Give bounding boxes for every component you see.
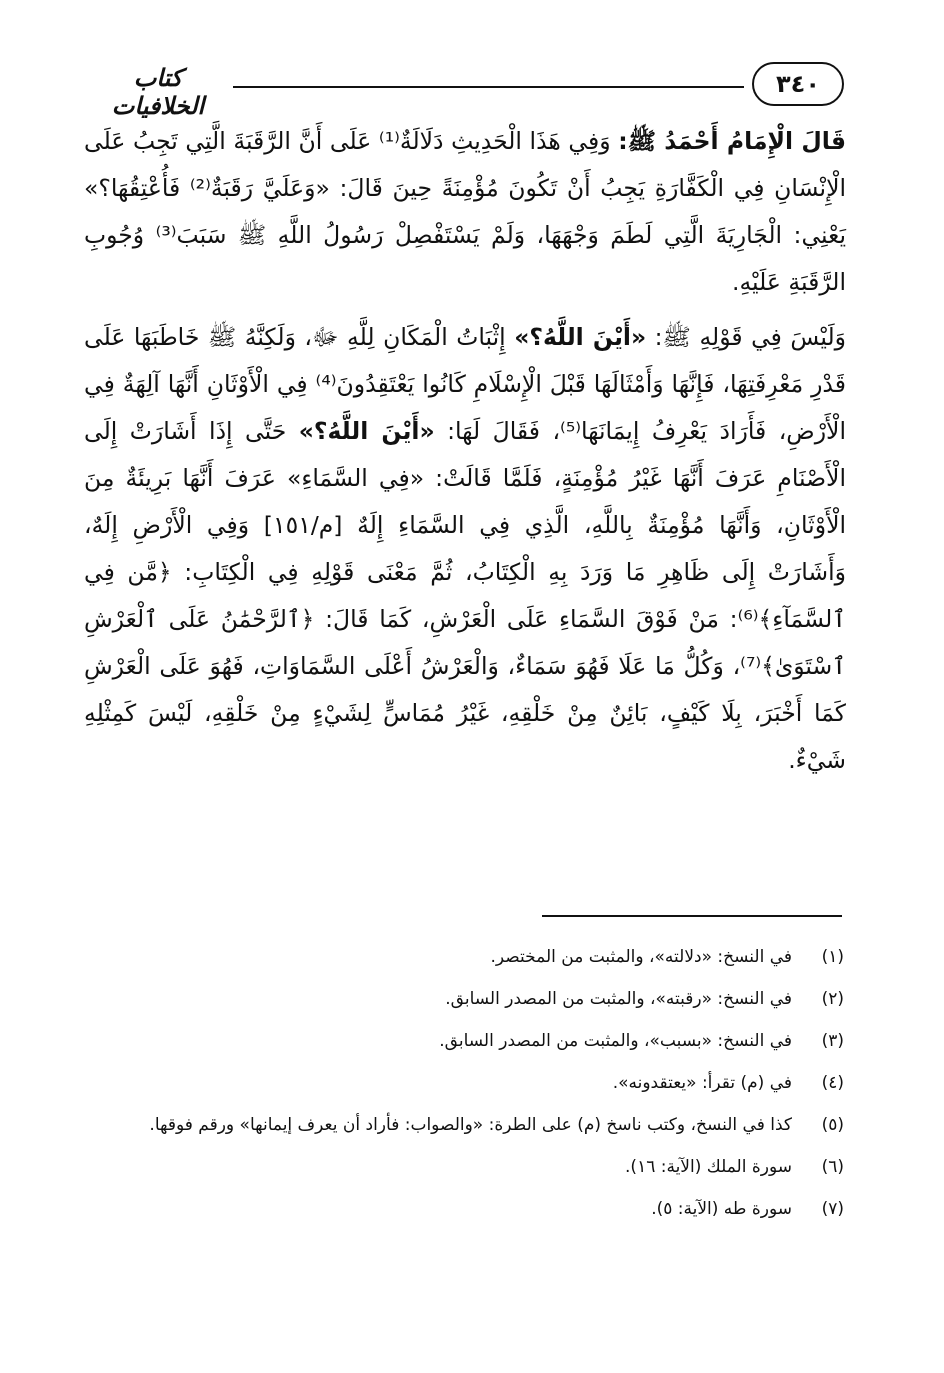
author-attribution: قَالَ الْإِمَامُ أَحْمَدُ ﷺ:: [618, 127, 846, 155]
footnote-number: (٤): [821, 1073, 844, 1093]
footnote: [96, 1064, 844, 1102]
footnote-separator: [542, 915, 842, 917]
paragraph-2: [84, 314, 846, 784]
footnote-text: في النسخ: «بسبب»، والمثبت من المصدر السابق.: [439, 1031, 792, 1051]
footnote: [96, 938, 844, 976]
footnote-number: (٥): [821, 1115, 844, 1135]
page-header: [88, 62, 844, 120]
footnote-number: (٦): [821, 1157, 844, 1177]
paragraph-2-start: وَلَيْسَ فِي قَوْلِهِ ﷺ:: [654, 323, 846, 351]
paragraph-1-text: وَفِي هَذَا الْحَدِيثِ دَلَالَةٌ⁽¹⁾ عَلَى أَنَّ الرَّقَبَةَ الَّتِي تَجِبُ عَلَى الْإِنْسَانِ فِي الْكَفَّارَةِ يَجِبُ أَنْ تَكُونَ مُؤْمِنَةً حِينَ قَالَ: «وَعَلَيَّ رَقَبَةٌ⁽²⁾ فَأُعْتِقُهَا؟» يَعْنِي: الْجَارِيَةَ الَّتِي لَطَمَ وَجْهَهَا، وَلَمْ يَسْتَفْصِلْ رَسُولُ اللَّهِ ﷺ سَبَبَ⁽³⁾ وُجُوبِ الرَّقَبَةِ عَلَيْهِ.: [84, 127, 847, 296]
footnote-text: سورة الملك (الآية: ١٦).: [625, 1157, 792, 1177]
footnote-number: (٢): [821, 989, 844, 1009]
paragraph-1: [84, 118, 846, 306]
footnote-text: في النسخ: «رقبته»، والمثبت من المصدر السابق.: [445, 989, 792, 1009]
footnote: [96, 1148, 844, 1186]
footnote-text: في النسخ: «دلالته»، والمثبت من المختصر.: [490, 947, 792, 967]
footnote: [96, 1106, 844, 1144]
paragraph-2-middle-2: حَتَّى إِذَا أَشَارَتْ إِلَى الْأَصْنَامِ عَرَفَ أَنَّهَا غَيْرُ مُؤْمِنَةٍ، فَلَمَّا قَالَتْ: «فِي السَّمَاءِ» عَرَفَ أَنَّهَا بَرِيئَةٌ مِنَ الْأَوْثَانِ، وَأَنَّهَا مُؤْمِنَةٌ بِاللَّهِ، الَّذِي فِي السَّمَاءِ إِلَهٌ [م/١٥١] وَفِي الْأَرْضِ إِلَهٌ، وَأَشَارَتْ إِلَى ظَاهِرِ مَا وَرَدَ بِهِ الْكِتَابُ، ثُمَّ مَعْنَى قَوْلِهِ فِي الْكِتَابِ: ﴿مَّن فِي ٱلسَّمَآءِ﴾⁽⁶⁾: مَنْ فَوْقَ السَّمَاءِ عَلَى الْعَرْشِ، كَمَا قَالَ: ﴿ٱلرَّحْمَٰنُ عَلَى ٱلْعَرْشِ ٱسْتَوَىٰ﴾⁽⁷⁾، وَكُلُّ مَا عَلَا فَهُوَ سَمَاءٌ، وَالْعَرْشُ أَعْلَى السَّمَاوَاتِ، فَهُوَ عَلَى الْعَرْشِ كَمَا أَخْبَرَ، بِلَا كَيْفٍ، بَائِنٌ مِنْ خَلْقِهِ، غَيْرُ مُمَاسٍّ لِشَيْءٍ مِنْ خَلْقِهِ، لَيْسَ كَمِثْلِهِ شَيْءٌ.: [84, 417, 847, 774]
book-title: كتاب الخلافيات: [111, 64, 205, 120]
footnotes: [96, 938, 844, 1232]
footnote-number: (١): [821, 947, 844, 967]
header-rule: [233, 86, 744, 88]
paragraph-2-middle-1: إِثْبَاتُ الْمَكَانِ لِلَّهِ ﷻ، وَلَكِنَّهُ ﷺ خَاطَبَهَا عَلَى قَدْرِ مَعْرِفَتِهَا، فَإِنَّهَا وَأَمْثَالَهَا قَبْلَ الْإِسْلَامِ كَانُوا يَعْتَقِدُونَ⁽⁴⁾ فِي الْأَوْثَانِ أَنَّهَا آلِهَةٌ فِي الْأَرْضِ، فَأَرَادَ يَعْرِفُ إِيمَانَهَا⁽⁵⁾، فَقَالَ لَهَا:: [84, 323, 846, 445]
footnote: [96, 980, 844, 1018]
page-number: ٣٤٠: [752, 62, 844, 106]
footnote: [96, 1190, 844, 1228]
footnote: [96, 1022, 844, 1060]
footnote-number: (٧): [821, 1199, 844, 1219]
hadith-quote-1: «أَيْنَ اللَّهُ؟»: [514, 323, 647, 351]
footnote-text: في (م) تقرأ: «يعتقدونه».: [612, 1073, 792, 1093]
main-text: [84, 118, 846, 784]
footnote-number: (٣): [821, 1031, 844, 1051]
footnote-text: كذا في النسخ، وكتب ناسخ (م) على الطرة: «والصواب: فأراد أن يعرف إيمانها» ورقم فوقها.: [149, 1115, 792, 1135]
hadith-quote-2: «أَيْنَ اللَّهُ؟»: [298, 417, 435, 445]
footnote-text: سورة طه (الآية: ٥).: [651, 1199, 792, 1219]
